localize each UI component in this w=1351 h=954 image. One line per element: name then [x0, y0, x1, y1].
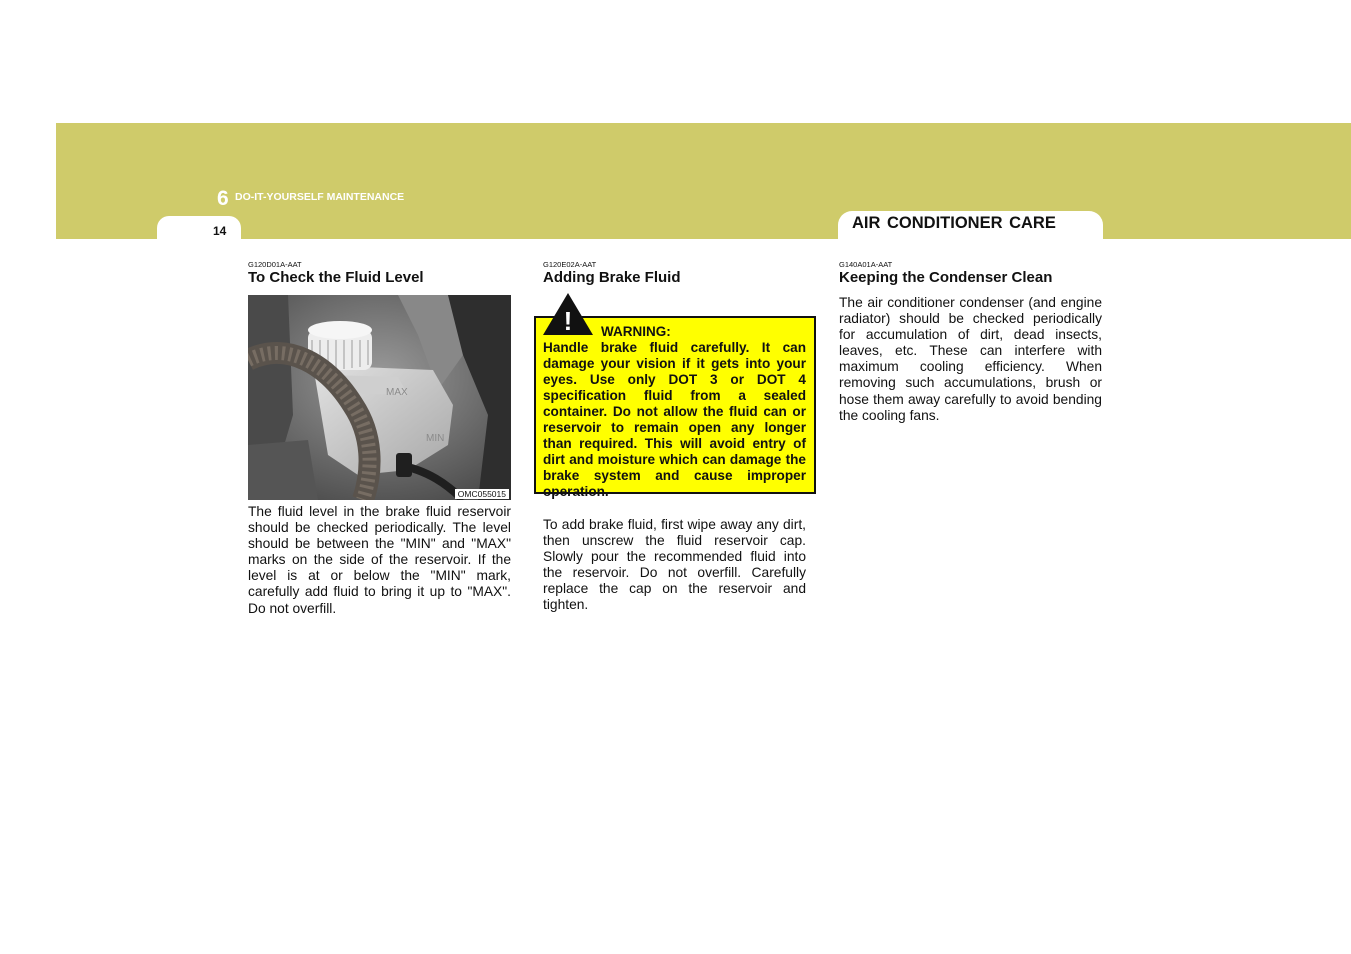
page-number: 14 — [213, 224, 227, 238]
section-heading: Keeping the Condenser Clean — [839, 269, 1053, 286]
section-heading: Adding Brake Fluid — [543, 269, 681, 286]
adding-fluid-paragraph: To add brake fluid, first wipe away any dirt, then unscrew the fluid reservoir cap. Slowly pour the recommended fluid into the reservoir. Do not overfill. Carefully replace the cap on the reservoir and tighten. — [543, 517, 806, 613]
section-heading: To Check the Fluid Level — [248, 269, 424, 286]
section-code: G120D01A-AAT — [248, 260, 302, 269]
chapter-title: DO-IT-YOURSELF MAINTENANCE — [235, 191, 405, 203]
section-code: G120E02A-AAT — [543, 260, 597, 269]
header-band — [56, 123, 1351, 239]
section-code: G140A01A-AAT — [839, 260, 893, 269]
photo-reference-code: OMC055015 — [455, 489, 509, 499]
svg-text:MIN: MIN — [426, 433, 445, 444]
chapter-number: 6 — [217, 187, 229, 210]
svg-text:!: ! — [563, 306, 573, 336]
fluid-level-paragraph: The fluid level in the brake fluid reservoir should be checked periodically. The level should be between the "MIN" and "MAX" marks on the side of the reservoir. If the level is at or below the "MIN" mark, carefully add fluid to bring it up to "MAX". Do not overfill. — [248, 504, 511, 616]
page-number-tab — [157, 216, 241, 239]
condenser-paragraph: The air conditioner condenser (and engine radiator) should be checked periodically for accumulation of dirt, dead insects, leaves, etc. These can interfere with maximum cooling efficiency. When removing such accumulations, brush or hose them away carefully to avoid bending the cooling fans. — [839, 295, 1102, 423]
warning-label: WARNING: — [601, 324, 671, 339]
section-title: AIR CONDITIONER CARE — [852, 214, 1056, 232]
brake-fluid-reservoir-photo — [248, 295, 511, 500]
warning-text: Handle brake fluid carefully. It can damage your vision if it gets into your eyes. Use only DOT 3 or DOT 4 specification fluid from a sealed container. Do not allow the fluid can or reservoir to remain open any longer than required. This will avoid entry of dirt and moisture which can damage the brake system and cause improper operation. — [543, 340, 806, 499]
svg-text:MAX: MAX — [386, 387, 408, 398]
warning-triangle-icon — [541, 291, 595, 337]
